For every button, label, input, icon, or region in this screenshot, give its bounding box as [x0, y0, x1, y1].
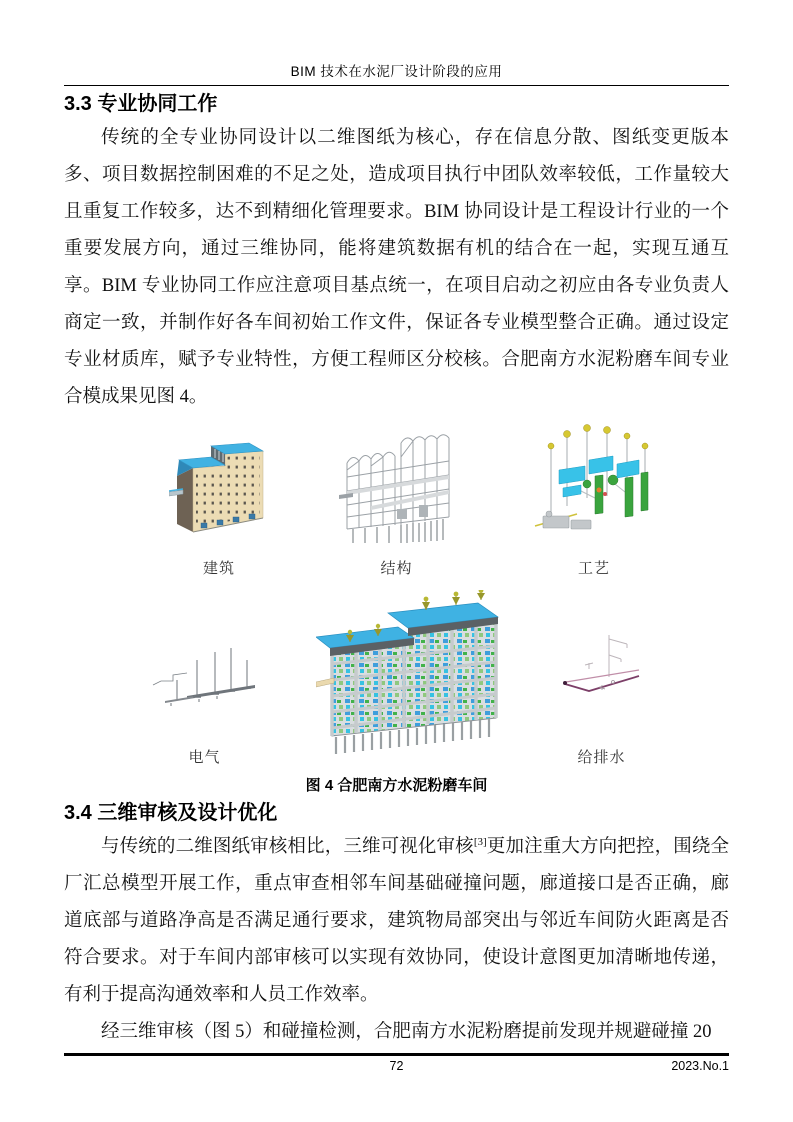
- issue-number: 2023.No.1: [671, 1059, 729, 1073]
- label-process: 工艺: [577, 561, 610, 577]
- page-footer: [64, 1053, 729, 1073]
- electrical-model-image: [147, 638, 262, 720]
- plumbing-gray-pipes: [585, 635, 627, 677]
- paragraph-text: 与传统的二维图纸审核相比，三维可视化审核: [101, 837, 474, 857]
- footer-rule: [64, 1053, 729, 1056]
- figure-row-1: [64, 418, 729, 578]
- cable-tray-short: [165, 696, 195, 703]
- section-3-4-heading: 3.4 三维审核及设计优化: [64, 802, 278, 824]
- figure-4-block: [64, 418, 729, 795]
- figure-item-combined-model: [316, 590, 504, 755]
- section-3-4-paragraph-1: [64, 829, 729, 1014]
- architecture-model-image: [169, 436, 269, 548]
- figure-item-structure: [339, 433, 454, 578]
- process-model-image: [529, 418, 659, 548]
- section-3-3-heading: 3.3 专业协同工作: [64, 93, 218, 115]
- combined-model-image: [316, 590, 504, 755]
- figure-item-architecture: [169, 436, 269, 578]
- figure-item-plumbing: [551, 590, 652, 767]
- structure-model-image: [339, 433, 454, 548]
- section-3-4-paragraph-2: 经三维审核（图 5）和碰撞检测，合肥南方水泥粉磨提前发现并规避碰撞 20: [101, 1022, 712, 1042]
- section-3-3-paragraph: 传统的全专业协同设计以二维图纸为核心，存在信息分散、图纸变更版本多、项目数据控制困难的不足之处，造成项目执行中团队效率较低，工作量较大且重复工作较多，达不到精细化管理要求。BIM 协同设计是工程设计行业的一个重要发展方向，通过三维协同，能将建筑数据有机的结合在一起，实现互通互享。BIM 专业协同工作应注意项目基点统一，在项目启动之初应由各专业负责人商定一致，并制作好各车间初始工作文件，保证各专业模型整合正确。通过设定专业材质库，赋予专业特性，方便工程师区分校核。合肥南方水泥粉磨车间专业合模成果见图 4。: [64, 128, 729, 407]
- page-number: 72: [389, 1059, 404, 1073]
- footer-row: [64, 1059, 729, 1073]
- paragraph-text: 更加注重大方向把控，围绕全厂汇总模型开展工作，重点审查相邻车间基础碰撞问题，廊道接口是否正确，廊道底部与道路净高是否满足通行要求，建筑物局部突出与邻近车间防火距离是否符合要求。对于车间内部审核可以实现有效协同，使设计意图更加清晰地传递，有利于提高沟通效率和人员工作效率。: [64, 837, 729, 1005]
- figure-row-2: [64, 590, 729, 767]
- citation-ref-3: [3]: [473, 835, 487, 848]
- figure-4-caption: 图 4 合肥南方水泥粉磨车间: [305, 777, 488, 794]
- figure-item-process: [529, 418, 659, 578]
- running-head: BIM 技术在水泥厂设计阶段的应用: [64, 60, 729, 86]
- figure-item-electrical: [147, 590, 262, 767]
- building-side-wall: [177, 468, 193, 532]
- label-plumbing: 给排水: [577, 750, 626, 766]
- label-architecture: 建筑: [202, 561, 235, 577]
- label-electrical: 电气: [188, 750, 221, 766]
- label-structure: 结构: [380, 561, 413, 577]
- process-pole-tops: [548, 425, 648, 450]
- process-base-machines: [543, 511, 591, 529]
- plumbing-model-image: [551, 627, 652, 708]
